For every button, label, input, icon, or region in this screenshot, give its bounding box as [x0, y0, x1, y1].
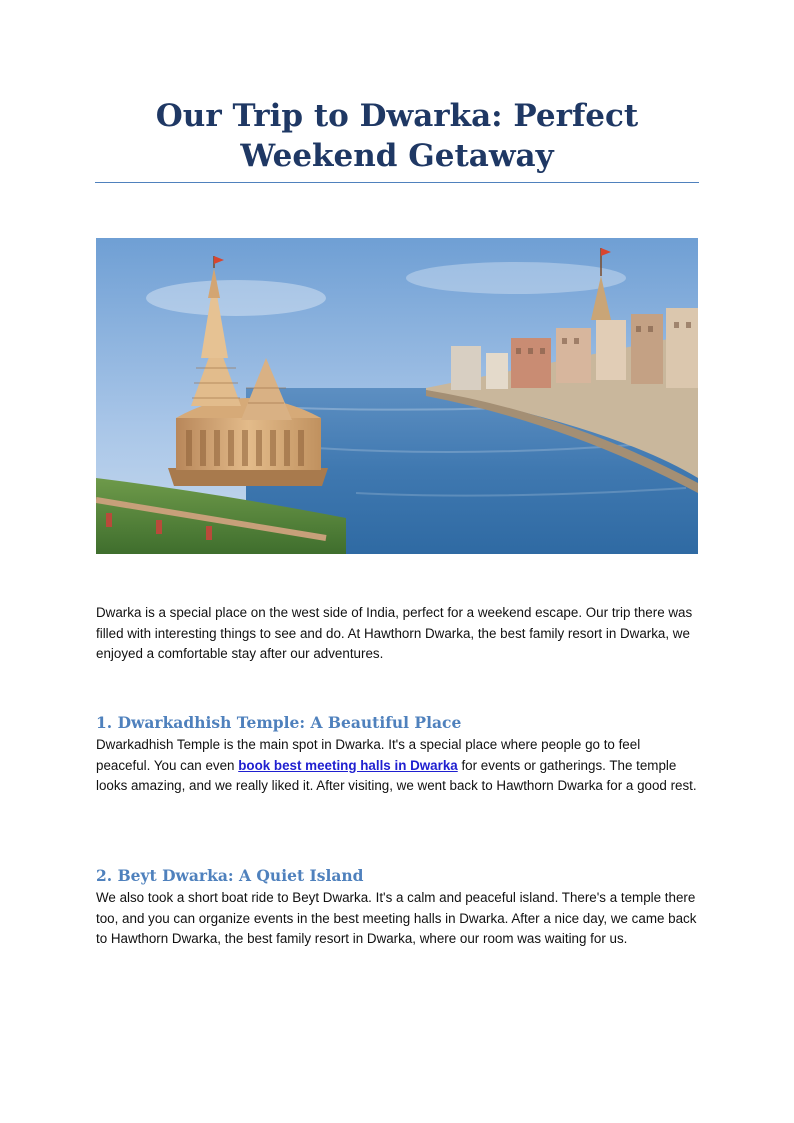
title-divider — [95, 182, 699, 183]
section-text-after-link: for events or gatherings. The temple looks amazing, and we really liked it. After visiting, we went back to Hawthorn Dwarka for a good rest. — [96, 757, 697, 794]
section-heading-beyt-dwarka: 2. Beyt Dwarka: A Quiet Island — [96, 866, 364, 885]
section-paragraph-dwarkadhish-temple — [96, 735, 698, 797]
hero-image — [96, 238, 698, 554]
page-title: Our Trip to Dwarka: Perfect Weekend Getaway — [155, 98, 639, 174]
meeting-halls-link[interactable]: book best meeting halls in Dwarka — [238, 757, 458, 773]
intro-paragraph: Dwarka is a special place on the west side of India, perfect for a weekend escape. Our trip there was filled with interesting things to see and do. At Hawthorn Dwarka, the best family resort in Dwarka, we enjoyed a comfortable stay after our adventures. — [96, 605, 693, 662]
section-paragraph-beyt-dwarka: We also took a short boat ride to Beyt Dwarka. It's a calm and peaceful island. There's a temple there too, and you can organize events in the best meeting halls in Dwarka. After a nice day, we came back to Hawthorn Dwarka, the best family resort in Dwarka, where our room was waiting for us. — [96, 890, 697, 947]
section-heading-dwarkadhish-temple: 1. Dwarkadhish Temple: A Beautiful Place — [96, 713, 462, 732]
section-text-before-link: Dwarkadhish Temple is the main spot in Dwarka. It's a special place where people go to feel peaceful. You can even — [96, 737, 641, 773]
temple-and-waterfront-photo — [96, 238, 698, 554]
